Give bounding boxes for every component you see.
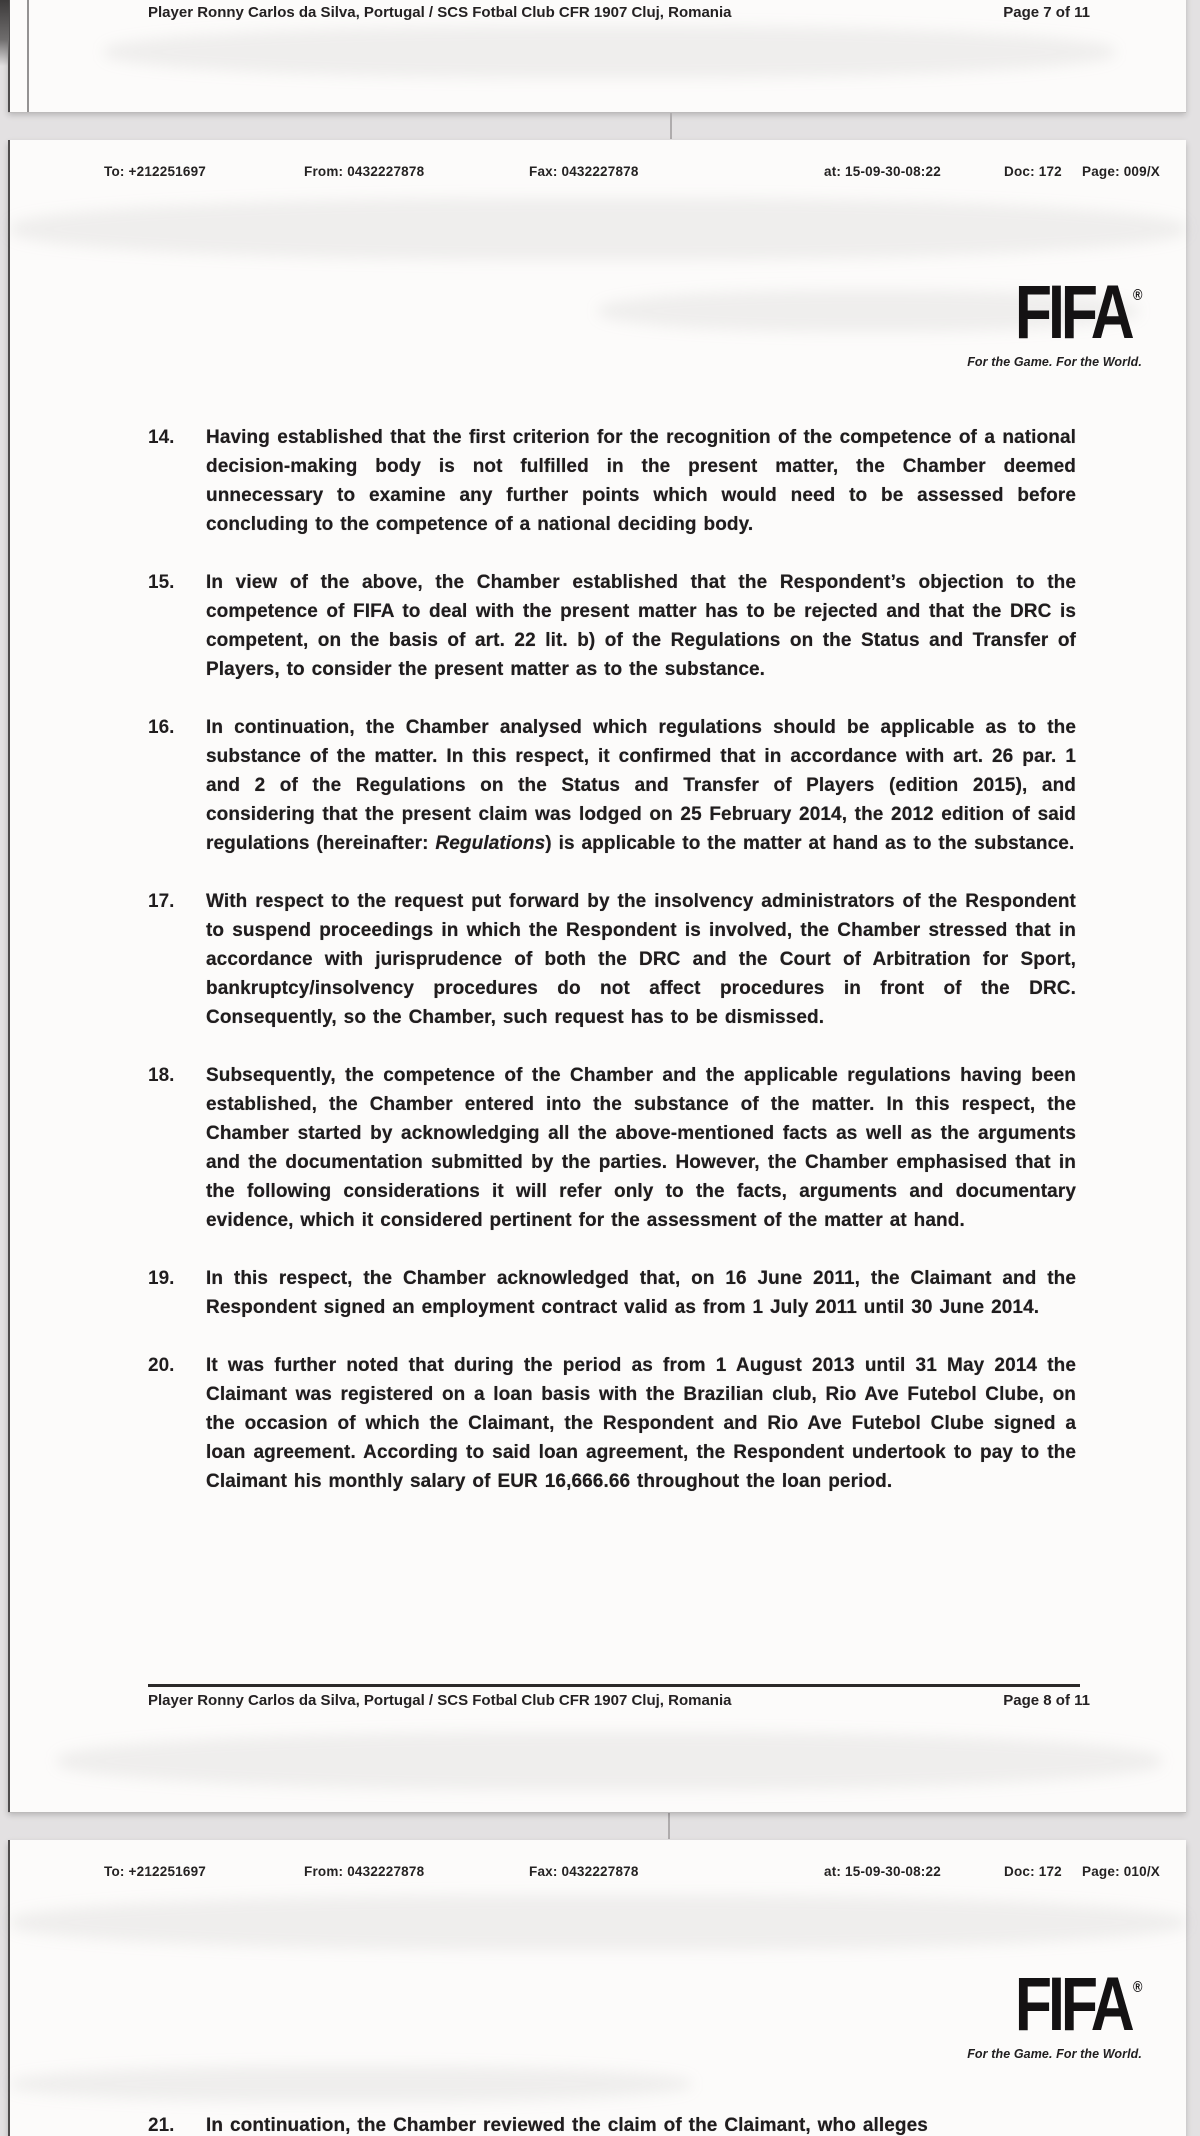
scan-artifact [10,1895,1186,1950]
scanned-page-8 [8,140,1186,1812]
fax-page-field: Page: 009/X [1082,164,1160,179]
scan-artifact [104,26,1115,78]
fifa-logo-block [967,266,1142,369]
fifa-tagline: For the Game. For the World. [967,2047,1142,2061]
paragraph-number: 14. [148,427,175,448]
fax-timestamp-field: at: 15-09-30-08:22 [824,1864,941,1879]
fax-number-field: Fax: 0432227878 [529,164,639,179]
scan-edge-artifact [27,0,29,112]
footer-page-number: Page 7 of 11 [1003,4,1090,21]
paragraph-number: 17. [148,891,175,912]
scan-artifact [57,1732,1162,1790]
numbered-paragraph [148,423,1076,539]
fax-doc-field: Doc: 172 [1004,164,1062,179]
scan-corner-artifact [0,0,9,66]
fax-transmission-header [10,164,1186,186]
fax-from-field: From: 0432227878 [304,1864,425,1879]
paragraph-text: Having established that the first criterion for the recognition of the competence of a national decision-making body is not fulfilled in the present matter, the Chamber deemed unnecessary to examine any further points which would need to be assessed before concluding to the competence of a national deciding body. [206,427,1076,535]
decision-paragraphs [148,423,1076,1496]
paragraph-text: With respect to the request put forward by the insolvency administrators of the Respondent to suspend proceedings in which the Respondent is involved, the Chamber stressed that in accordance with jurisprudence of both the DRC and the Court of Arbitration for Sport, bankruptcy/insolvency procedures do not affect procedures in front of the DRC. Consequently, so the Chamber, such request has to be dismissed. [206,891,1076,1028]
scan-gap-mark [670,113,672,139]
numbered-paragraph [148,1061,1076,1235]
footer-case-reference: Player Ronny Carlos da Silva, Portugal / SCS Fotbal Club CFR 1907 Cluj, Romania [148,4,732,21]
paragraph-number: 21. [148,2115,175,2136]
paragraph-number: 19. [148,1268,175,1289]
fax-to-field: To: +212251697 [104,164,206,179]
fifa-logo: FIFA ® [1014,270,1142,355]
footer-divider [148,1684,1080,1687]
scanned-page-7 [8,0,1186,112]
page-footer [148,1692,1090,1709]
paragraph-text: In view of the above, the Chamber established that the Respondent’s objection to the competence of FIFA to deal with the present matter has to be rejected and that the DRC is competent, on the basis of art. 22 lit. b) of the Regulations on the Status and Transfer of Players, to consider the present matter as to the substance. [206,572,1076,680]
paragraph-text: It was further noted that during the period as from 1 August 2013 until 31 May 2014 the Claimant was registered on a loan basis with the Brazilian club, Rio Ave Futebol Clube, on the occasion of which the Claimant, the Respondent and Rio Ave Futebol Clube signed a loan agreement. According to said loan agreement, the Respondent undertook to pay to the Claimant his monthly salary of EUR 16,666.66 throughout the loan period. [206,1355,1076,1492]
scanned-page-10 [8,1840,1186,2136]
footer-page-number: Page 8 of 11 [1003,1692,1090,1709]
numbered-paragraph [148,1351,1076,1496]
numbered-paragraph [148,568,1076,684]
fax-transmission-header [10,1864,1186,1886]
numbered-paragraph [148,713,1076,858]
fifa-logo-block [967,1958,1142,2061]
scan-gap-mark [668,1813,670,1839]
scan-artifact [10,2066,692,2102]
paragraph-number: 15. [148,572,175,593]
paragraph-text: Subsequently, the competence of the Chamber and the applicable regulations having been established, the Chamber entered into the substance of the matter. In this respect, the Chamber started by acknowledging all the above-mentioned facts as well as the arguments and the documentation submitted by the parties. However, the Chamber emphasised that in the following considerations it will refer only to the facts, arguments and documentary evidence, which it considered pertinent for the assessment of the matter at hand. [206,1065,1076,1231]
fax-from-field: From: 0432227878 [304,164,425,179]
registered-trademark-icon: ® [1132,1979,1142,1996]
footer-case-reference: Player Ronny Carlos da Silva, Portugal / SCS Fotbal Club CFR 1907 Cluj, Romania [148,1692,732,1709]
paragraph-number: 20. [148,1355,175,1376]
numbered-paragraph [148,1264,1076,1322]
paragraph-text: In continuation, the Chamber analysed which regulations should be applicable as to the substance of the matter. In this respect, it confirmed that in accordance with art. 26 par. 1 and 2 of the Regulations on the Status and Transfer of Players (edition 2015), and considering that the present claim was lodged on 25 February 2014, the 2012 edition of said regulations (hereinafter: Regulations) is applicable to the matter at hand as to the substance. [206,717,1076,854]
paragraph-text: In continuation, the Chamber reviewed the claim of the Claimant, who alleges [206,2115,928,2136]
registered-trademark-icon: ® [1132,287,1142,304]
fax-doc-field: Doc: 172 [1004,1864,1062,1879]
paragraph-number: 18. [148,1065,175,1086]
fifa-tagline: For the Game. For the World. [967,355,1142,369]
numbered-paragraph [148,887,1076,1032]
fifa-logo: FIFA ® [1014,1962,1142,2047]
paragraph-text: In this respect, the Chamber acknowledged that, on 16 June 2011, the Claimant and the Respondent signed an employment contract valid as from 1 July 2011 until 30 June 2014. [206,1268,1076,1318]
fax-to-field: To: +212251697 [104,1864,206,1879]
decision-paragraphs [148,2111,1076,2136]
fax-page-field: Page: 010/X [1082,1864,1160,1879]
page-footer [148,4,1090,21]
fax-timestamp-field: at: 15-09-30-08:22 [824,164,941,179]
paragraph-number: 16. [148,717,175,738]
scan-artifact [10,198,1186,260]
fax-number-field: Fax: 0432227878 [529,1864,639,1879]
numbered-paragraph [148,2111,1076,2136]
